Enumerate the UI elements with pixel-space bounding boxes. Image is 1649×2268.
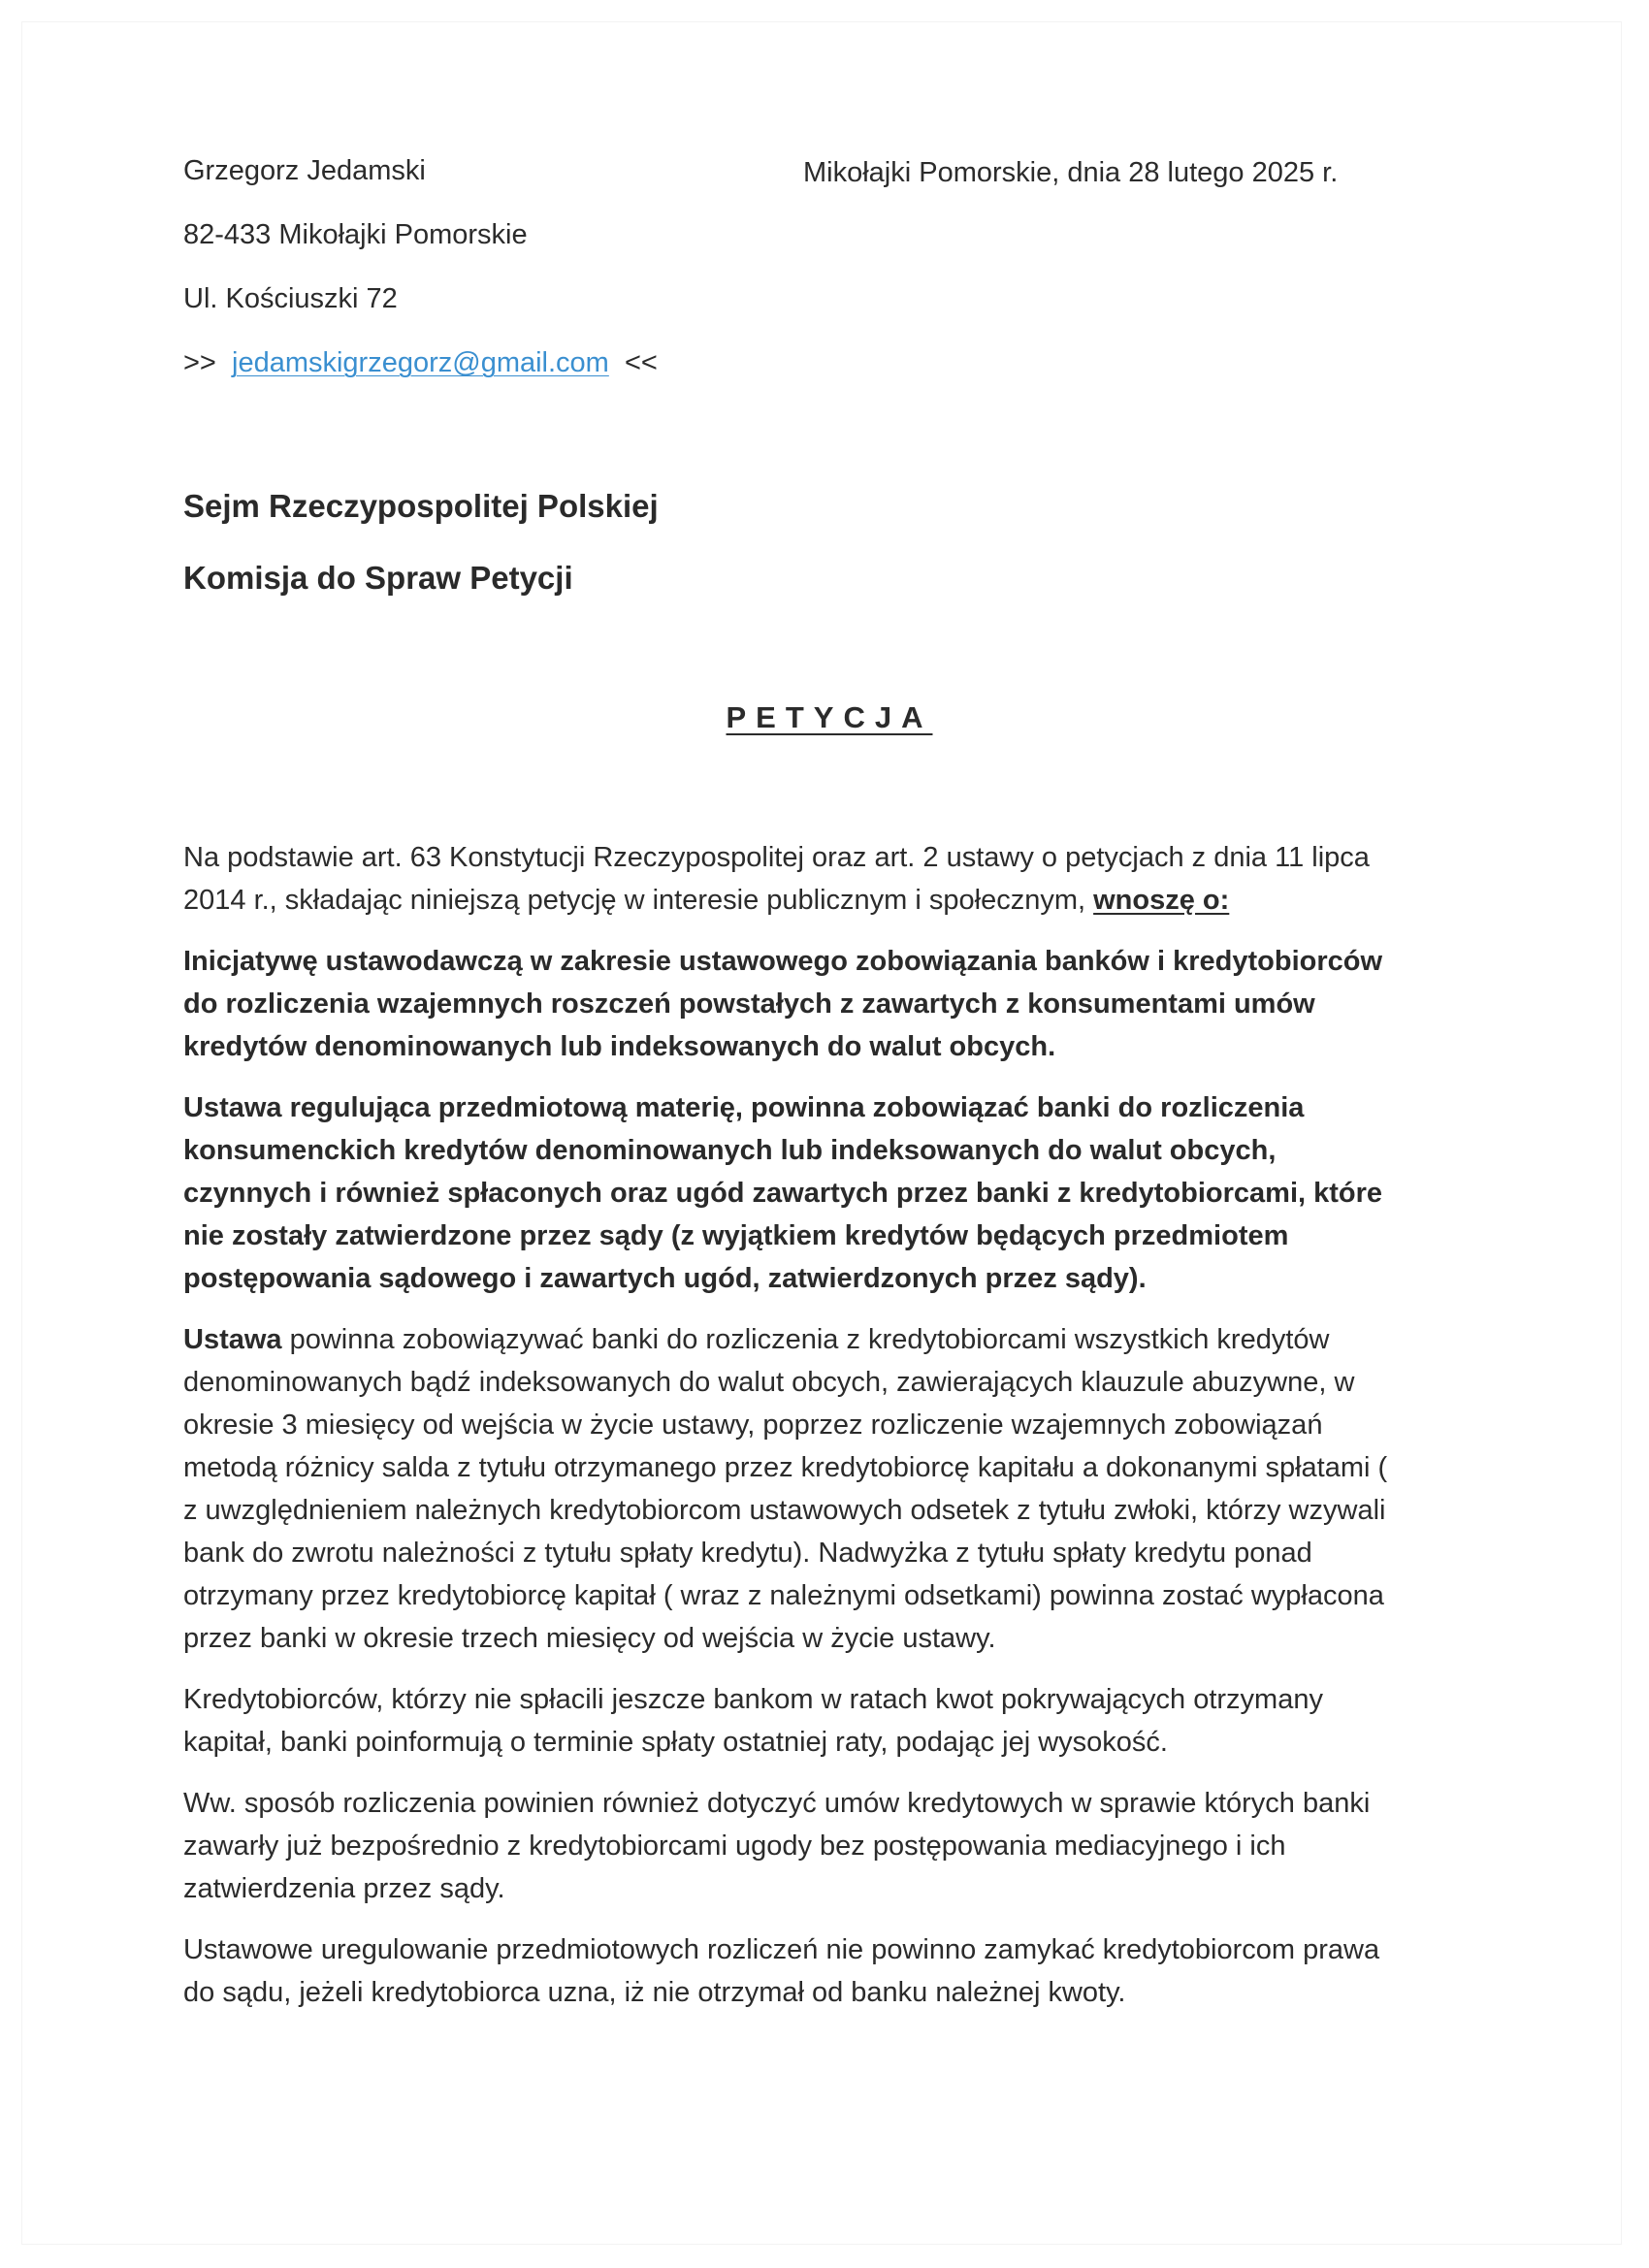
sender-address-block — [183, 157, 658, 413]
email-suffix: << — [624, 347, 658, 378]
document-title-text: PETYCJA — [726, 700, 933, 734]
document-title — [0, 700, 1649, 735]
intro-text: Na podstawie art. 63 Konstytucji Rzeczypospolitej oraz art. 2 ustawy o petycjach z dnia 11 lipca 2014 r., składając niniejszą petycję w interesie publicznym i społecznym, — [183, 842, 1370, 916]
email-prefix: >> — [183, 347, 216, 378]
unpaid-paragraph: Kredytobiorców, którzy nie spłacili jeszcze bankom w ratach kwot pokrywających otrzymany kapitał, banki poinformują o terminie spłaty ostatniej raty, podając jej wysokość. — [183, 1684, 1323, 1758]
obligation-paragraph — [183, 1318, 1407, 1660]
court-paragraph: Ustawowe uregulowanie przedmiotowych rozliczeń nie powinno zamykać kredytobiorcom prawa do sądu, jeżeli kredytobiorca uzna, iż nie otrzymał od banku należnej kwoty. — [183, 1934, 1380, 2008]
settlements-paragraph: Ww. sposób rozliczenia powinien również dotyczyć umów kredytowych w sprawie których banki zawarły już bezpośrednio z kredytobiorcami ugody bez postępowania mediacyjnego i ich zatwierdzenia przez sądy. — [183, 1788, 1371, 1904]
regulation-paragraph: Ustawa regulująca przedmiotową materię, powinna zobowiązać banki do rozliczenia konsumenckich kredytów denominowanych lub indeksowanych do walut obcych, czynnych i również spłaconych oraz ugód zawartych przez banki z kredytobiorcami, które nie zostały zatwierdzone przez sądy (z wyjątkiem kredytów będących przedmiotem postępowania sądowego i zawartych ugód, zatwierdzonych przez sądy). — [183, 1092, 1383, 1294]
sender-street: Ul. Kościuszki 72 — [183, 283, 398, 314]
sender-email-line — [183, 349, 658, 413]
obligation-text: powinna zobowiązywać banki do rozliczenia z kredytobiorcami wszystkich kredytów denominowanych bądź indeksowanych do walut obcych, zawierających klauzule abuzywne, w okresie 3 miesięcy od wejścia w życie ustawy, poprzez rozliczenie wzajemnych zobowiązań metodą różnicy salda z tytułu otrzymanego przez kredytobiorcę kapitału a dokonanymi spłatami ( z uwzględnieniem należnych kredytobiorcom ustawowych odsetek z tytułu zwłoki, którzy wzywali bank do zwrotu należności z tytułu spłaty kredytu). Nadwyżka z tytułu spłaty kredytu ponad otrzymany przez kredytobiorcę kapitał ( wraz z należnymi odsetkami) powinna zostać wypłacona przez banki w okresie trzech miesięcy od wejścia w życie ustawy. — [183, 1324, 1388, 1654]
sender-email-link[interactable]: jedamskigrzegorz@gmail.com — [232, 347, 609, 378]
intro-request-phrase: wnoszę o: — [1093, 885, 1230, 916]
recipient-line-2: Komisja do Spraw Petycji — [183, 560, 573, 596]
intro-paragraph — [183, 836, 1407, 922]
place-and-date: Mikołajki Pomorskie, dnia 28 lutego 2025 r. — [803, 157, 1339, 188]
recipient-block — [183, 488, 659, 632]
sender-city: 82-433 Mikołajki Pomorskie — [183, 219, 528, 250]
petition-body — [183, 836, 1407, 2032]
obligation-lead-word: Ustawa — [183, 1324, 282, 1355]
sender-name: Grzegorz Jedamski — [183, 155, 426, 186]
request-paragraph: Inicjatywę ustawodawczą w zakresie ustawowego zobowiązania banków i kredytobiorców do rozliczenia wzajemnych roszczeń powstałych z zawartych z konsumentami umów kredytów denominowanych lub indeksowanych do walut obcych. — [183, 946, 1383, 1062]
recipient-line-1: Sejm Rzeczypospolitej Polskiej — [183, 488, 659, 524]
